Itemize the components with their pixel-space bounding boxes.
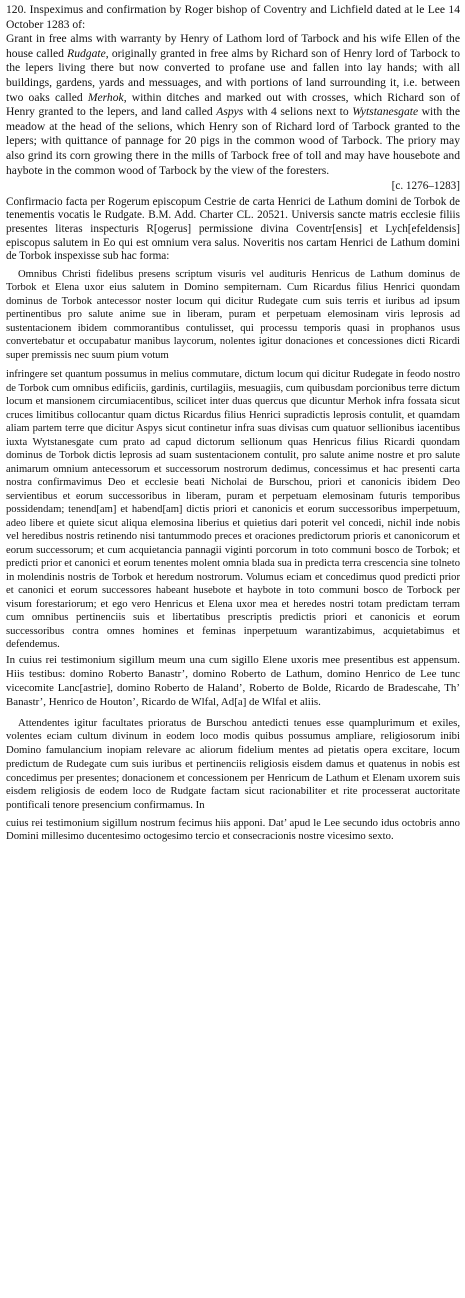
place-name-rudgate: Rudgate [67, 46, 106, 60]
summary-text-3: , within ditches and marked out with crosses, which Richard son of Henry granted to the lepers, and land called [6, 90, 460, 119]
bishop-confirmation-part-2: cuius rei testimonium sigillum nostrum fecimus hiis apponi. Dat’ apud le Lee secundo idus octobris anno Domini millesimo ducentesimo octogesimo tercio et consecracionis nostre vicesimo sexto. [6, 816, 460, 843]
place-name-aspys: Aspys [216, 105, 244, 119]
charter-text-part-2: infringere set quantum possumus in melius commutare, dictum locum qui dicitur Rudegate in feodo nostro de Torbok cum omnibus edificiis, gardinis, curtilagiis, mesuagiis, cum quibusdam porcionibus terre dictum locum et mansionem circumiacentibus, scilicet inter duas quercus que dicuntur Merhok infra fossata sicut cruces limitibus collocantur quam dictus Ricardus filius Henrici supradictis leprosis contulit, et quamdam aliam partem terre que dicitur Aspys sicut continetur infra suas divisas cum quatuor sellionibus iacentibus iuxta Wytstanesgate cum prato ad capud dictorum sellionum quas Henricus filius Ricardi quondam dominus de Torbok dictis leprosis ad suam sustentacionem contulit, pro salute anime nostre et pro salute animarum omnium antecessorum et successorum nostrorum dedimus, concessimus et hac presenti carta nostra confirmavimus Deo et ecclesie beati Nicholai de Burschou, priori et canonicis ibidem Deo servientibus et eorum successoribus in liberam, puram et perpetuam elemosinam futuris temporibus possidendam; tenend[am] et habend[am] dictis priori et canonicis et eorum successoribus imperpetuum, adeo libere et quiete sicut aliqua elemosina liberius et quietius dari poterit vel concedi, nichil inde nobis vel heredibus nostris retinendo nisi tantummodo preces et oraciones predictorum prioris et canonicorum et eorum successorum; et cum acquietancia pannagii viginti porcorum in toto communi bosco de Torbok; et predicti prior et canonici et eorum tenentes molent omnia blada sua in predicta terra crescencia sine tolneto in molendinis nostris de Torbok et heredum nostrorum. Volumus eciam et concedimus quod predicti prior et canonici et eorum successores habeant husebote et haybote in toto communi bosco de Torbock per visum forestariorum; et ego vero Henricus et Elena uxor mea et heredes nostri totam predictam terram cum omnibus pertinenciis suis et libertatibus prescriptis predictis priori et canonicis et eorum successoribus contra omnes homines et feminas inperpetuum warantizabimus, acquietabimus et defendemus. [6, 369, 460, 651]
summary-text-4: with 4 selions next to [243, 105, 353, 119]
place-name-merhok: Merhok [87, 90, 124, 104]
summary-text-1: Grant in free alms with warranty by Henry of Lathom lord of Tarbock and his wife Ellen of the house called [6, 32, 460, 60]
entry-heading: 120. Inspeximus and confirmation by Roger bishop of Coventry and Lichfield dated at le Lee 14 October 1283 of: [6, 3, 460, 31]
bishop-confirmation-part-1: Attendentes igitur facultates prioratus de Burschou antedicti tenues esse quamplurimum et exiles, volentes eciam cultum divinum in eodem loco modis quibus possumus ampliare, religiosorum inibi Domino famulancium inopiam relevare ac aliorum fidelium mentes ad pietatis opera excitare, locum predictum de Rudegate cum suis iuribus et pertinenciis religiosis eisdem damus et quatenus in nobis est concedimus per presentes; donacionem et concessionem per Henricum de Lathum et Elenam uxorem suis eisdem religiosis de eodem loco de Rudgate factam sicut racionabiliter et rite processerat auctoritate pontificali tenore presencium confirmamus. In [6, 716, 460, 811]
charter-text-part-1: Omnibus Christi fidelibus presens scriptum visuris vel audituris Henricus de Lathum dominus de Torbok et Elena uxor eius salutem in Domino sempiternam. Cum Ricardus filius Henrici quondam dominus de Torbok antecessor noster locum qui dicitur Rudegate cum suis terris et iuribus ad ipsum pertinentibus pro salute anime sue in liberam, puram et perpetuam elemosinam viris leprosis ad sustentacionem ibidem commorantibus contulisset, qui processu temporis quasi in prophanos usus convertebatur et occupabatur manibus laycorum, nolentes igitur donaciones et concessiones dicti Ricardi super premissis nec suum pium votum [6, 268, 460, 361]
witness-clause: In cuius rei testimonium sigillum meum una cum sigillo Elene uxoris mee presentibus est appensum. Hiis testibus: domino Roberto Banastr’, domino Roberto de Lathum, domino Henrico de Lee tunc vicecomite Lanc[astrie], domino Roberto de Haland’, Roberto de Bolde, Ricardo de Bradescahe, Th’ Banastr’, Henrico de Houton’, Ricardo de Wlfal, Ad[a] de Wlfal et aliis. [6, 653, 460, 708]
place-name-wytstanesgate: Wytstanesgate [352, 105, 419, 119]
summary-text-2: , originally granted in free alms by Richard son of Henry lord of Tarbock to the lepers living there but now converted to profane use and fallen into lay hands; with all buildings, gardens, yards and messuages, and with portions of land surrounding it, i.e. between two oaks called [6, 46, 460, 104]
date-range: [c. 1276–1283] [391, 180, 460, 193]
english-summary [6, 32, 460, 178]
summary-text-5: with the meadow at the head of the selions, which Henry son of Richard lord of Tarbock granted to the lepers; with quittance of pannage for 20 pigs in the common wood of Tarbock. The priory may also grind its corn growing there in the mills of Tarbock free of toll and may have housebote and haybote in the common wood of Tarbock by the view of the foresters. [6, 105, 460, 177]
latin-confirmation-intro: Confirmacio facta per Rogerum episcopum Cestrie de carta Henrici de Lathum domini de Torbok de tenementis vocatis le Rudgate. B.M. Add. Charter CL. 20521. Universis sancte matris ecclesie filiis presentes literas inspecturis R[ogerus] permissione divina Coventr[ensis] et Lych[efeldensis] episcopus salutem in Eo qui est omnium vera salus. Noveritis nos cartam Henrici de Lathum domini de Torbok inspexisse sub hac forma: [6, 195, 460, 263]
